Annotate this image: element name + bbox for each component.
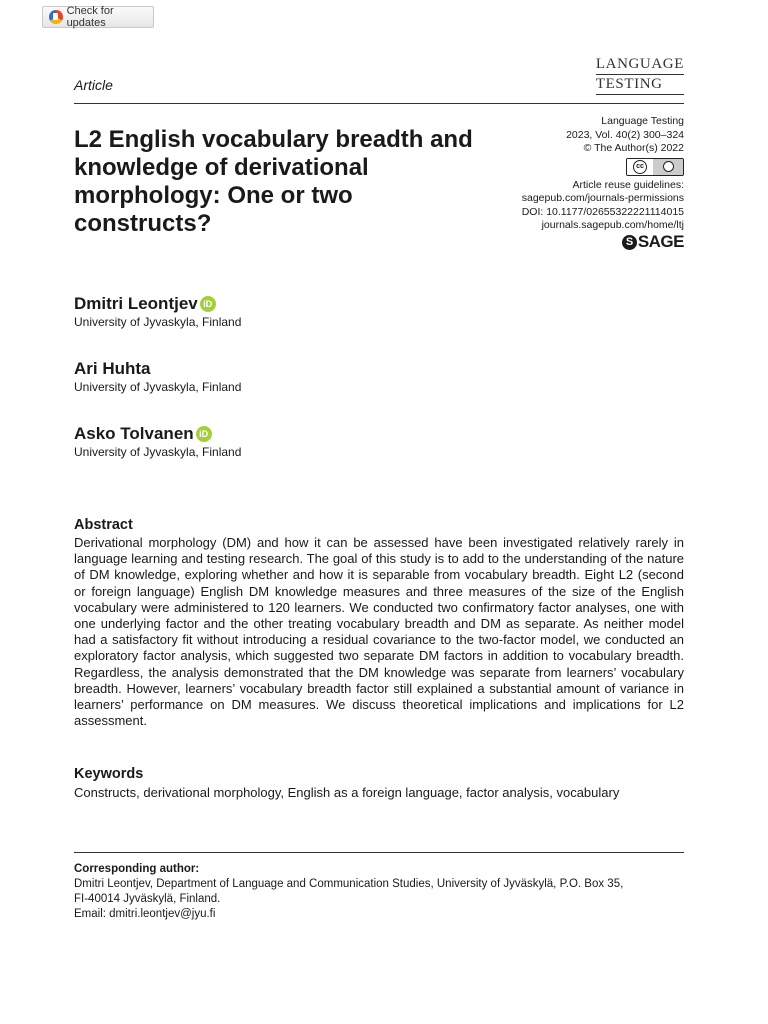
author-name (74, 359, 151, 379)
issue-info: 2023, Vol. 40(2) 300–324 (566, 128, 684, 141)
cc-icon-label: cc (633, 160, 647, 174)
author-affiliation: University of Jyvaskyla, Finland (74, 315, 242, 329)
journal-logo-line2: TESTING (595, 76, 663, 92)
cc-icon (627, 159, 653, 175)
doi-link[interactable]: DOI: 10.1177/02655322221114015 (521, 205, 684, 218)
check-for-updates-button[interactable] (42, 6, 154, 28)
author-affiliation: University of Jyvaskyla, Finland (74, 445, 242, 459)
author-name-text: Asko Tolvanen (74, 424, 194, 443)
keywords-heading: Keywords (74, 766, 144, 782)
corresponding-author-address: Dmitri Leontjev, Department of Language and Communication Studies, University of Jyväskylä, P.O. Box 35, (74, 878, 624, 890)
author-name (74, 424, 212, 444)
reuse-guidelines-link[interactable]: sagepub.com/journals-permissions (521, 192, 684, 204)
crossmark-icon (49, 10, 63, 24)
author-block (74, 424, 241, 459)
abstract-body: Derivational morphology (DM) and how it can be assessed have been investigated relatively rarely in language learning and testing research. The goal of this study is to add to the understanding of the nature of DM knowledge, exploring whether and how it is separable from vocabulary breadth. Eight L2 (second or foreign language) English DM knowledge measures and three measures of the size of the English vocabulary were administered to 120 learners. We conducted two confirmatory factor analyses, one with one underlying factor and the other treating vocabulary breadth and DM as separate. As neither model had a satisfactory fit without introducing a residual covariance to the two-factor model, we conducted an exploratory factor analysis, which suggested two separate DM factors in addition to vocabulary breadth. Regardless, the analysis demonstrated that the DM knowledge was separate from learners’ vocabulary breadth. However, learners’ vocabulary breadth factor still explained a substantial amount of variance in learners’ performance on DM measures. We discuss theoretical implications and implications for L2 assessment. (74, 535, 684, 729)
copyright-line: © The Author(s) 2022 (583, 142, 684, 154)
cc-by-license-icon[interactable] (626, 158, 684, 176)
corresponding-author-heading: Corresponding author: (74, 863, 200, 875)
corresponding-author-city: FI-40014 Jyväskylä, Finland. (74, 893, 221, 905)
author-block (74, 359, 241, 394)
journal-logo (596, 56, 684, 96)
reuse-guidelines-label: Article reuse guidelines: (572, 178, 684, 191)
abstract-heading: Abstract (74, 517, 133, 533)
article-metadata (522, 115, 684, 250)
author-name-text: Dmitri Leontjev (74, 294, 198, 313)
corresponding-author-block (74, 862, 694, 922)
keywords-list: Constructs, derivational morphology, English as a foreign language, factor analysis, vocabulary (74, 785, 620, 800)
journal-name: Language Testing (601, 115, 684, 127)
header-divider (74, 103, 684, 104)
journal-logo-rule-bottom (596, 94, 684, 95)
footnote-divider (74, 852, 684, 853)
corresponding-author-email[interactable]: Email: dmitri.leontjev@jyu.fi (74, 908, 216, 920)
orcid-icon[interactable]: iD (200, 296, 216, 312)
author-name (74, 294, 216, 314)
author-affiliation: University of Jyvaskyla, Finland (74, 380, 242, 394)
orcid-icon[interactable]: iD (196, 426, 212, 442)
journal-logo-rule (596, 74, 684, 75)
article-title: L2 English vocabulary breadth and knowledge of derivational morphology: One or two constructs? (74, 126, 473, 237)
publisher-name: SAGE (637, 232, 684, 252)
sage-s-icon: S (622, 235, 637, 250)
author-name-text: Ari Huhta (74, 359, 151, 378)
article-type-label: Article (74, 77, 113, 93)
sage-logo (622, 232, 684, 252)
journal-homepage-link[interactable]: journals.sagepub.com/home/ltj (541, 219, 684, 231)
check-for-updates-label: Check for updates (66, 5, 114, 29)
author-block (74, 294, 241, 329)
journal-logo-line1: LANGUAGE (595, 56, 684, 72)
by-person-icon (653, 159, 683, 175)
